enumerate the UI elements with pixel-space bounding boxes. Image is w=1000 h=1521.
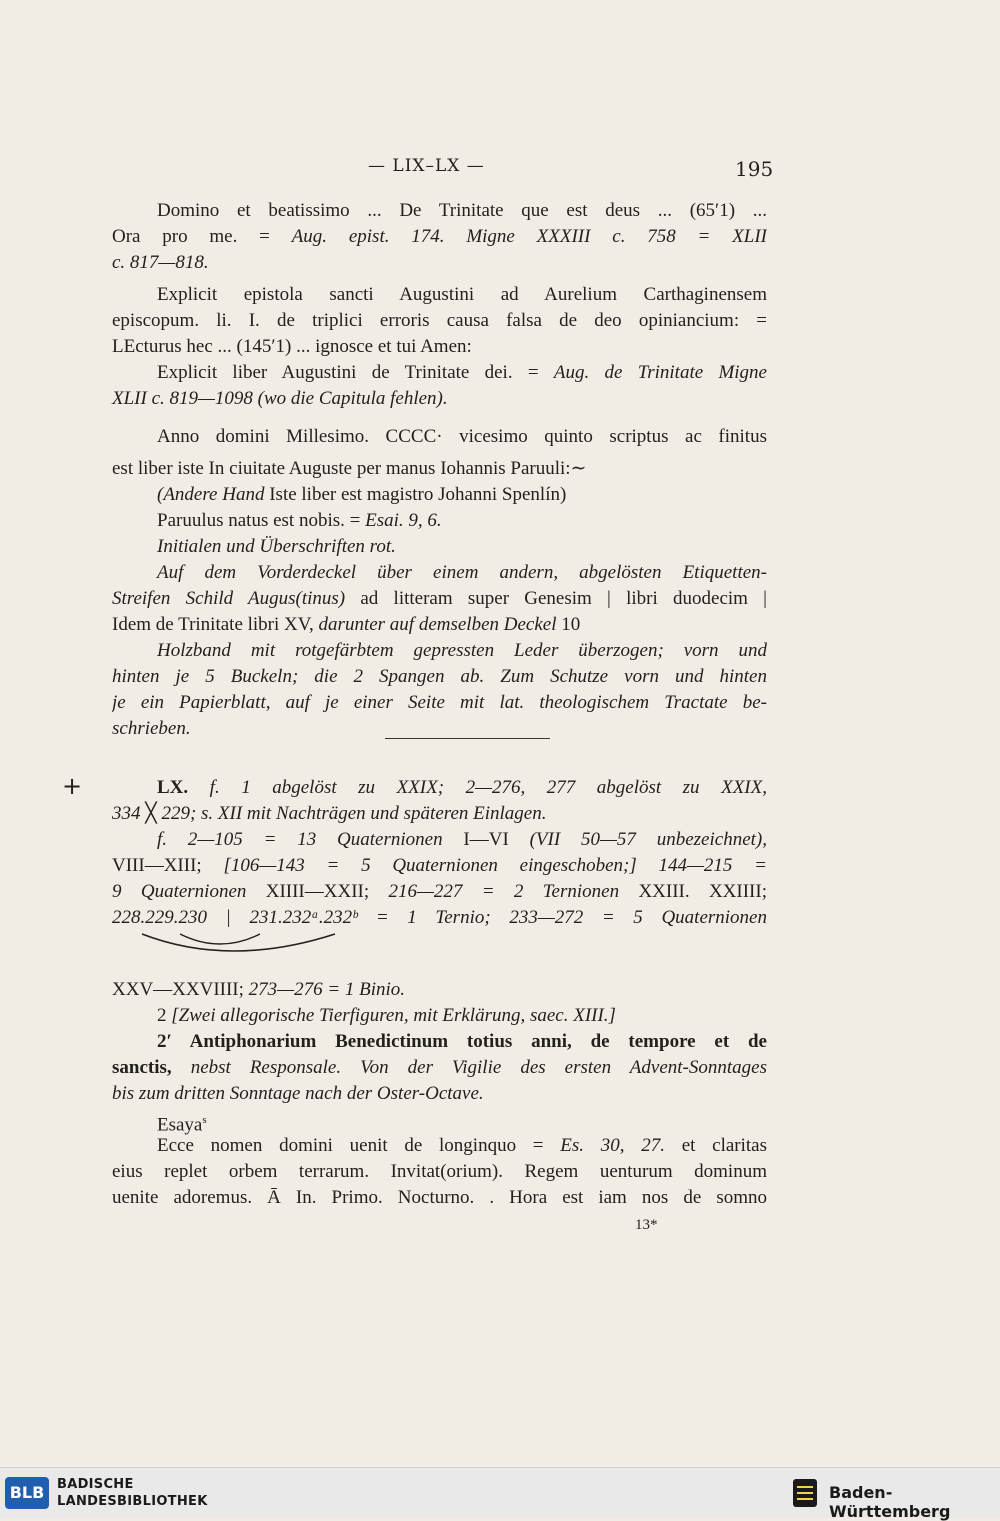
- text-line: 228.229.230 | 231.232ᵃ.232ᵇ = 1 Ternio; 233—272 = 5 Quaternionen: [112, 907, 767, 928]
- text-line: schrieben.: [112, 718, 191, 739]
- blb-logo-icon[interactable]: BLB: [5, 1477, 49, 1509]
- text-line: 334 ╳ 229; s. XII mit Nachträgen und späteren Einlagen.: [112, 803, 547, 824]
- section-divider: [385, 738, 550, 739]
- text-line: je ein Papierblatt, auf je einer Seite mit lat. theologischem Tractate be-: [112, 692, 767, 713]
- text-line: XLII c. 819—1098 (wo die Capitula fehlen).: [112, 388, 448, 409]
- text-line: Auf dem Vorderdeckel über einem andern, abgelösten Etiquetten-: [157, 562, 767, 583]
- footer-bar: [0, 1467, 1000, 1521]
- text-line: XXV—XXVIIII; 273—276 = 1 Binio.: [112, 979, 406, 1000]
- text-line: LX. f. 1 abgelöst zu XXIX; 2—276, 277 abgelöst zu XXIX,: [157, 777, 767, 798]
- text-line: sanctis, nebst Responsale. Von der Vigilie des ersten Advent-Sonntages: [112, 1057, 767, 1078]
- text-line: episcopum. li. I. de triplici erroris causa falsa de deo opiniancium: =: [112, 310, 767, 331]
- text-line: uenite adoremus. Ā In. Primo. Nocturno. . Hora est iam nos de somno: [112, 1187, 767, 1208]
- text-line: c. 817—818.: [112, 252, 209, 273]
- main-text: [112, 198, 767, 742]
- entry-lx-contents: [112, 977, 767, 1211]
- running-title: — LIX–LX —: [368, 156, 485, 176]
- text-line: Domino et beatissimo ... De Trinitate que est deus ... (65′1) ...: [157, 200, 767, 221]
- library-name-line1: BADISCHE: [57, 1477, 134, 1492]
- text-line: Idem de Trinitate libri XV, darunter auf demselben Deckel 10: [112, 614, 581, 635]
- text-line: Holzband mit rotgefärbtem gepressten Leder überzogen; vorn und: [157, 640, 767, 661]
- text-line: Explicit liber Augustini de Trinitate dei. = Aug. de Trinitate Migne: [157, 362, 767, 383]
- text-line: 2′ Antiphonarium Benedictinum totius anni, de tempore et de: [157, 1031, 767, 1052]
- text-line: LEcturus hec ... (145′1) ... ignosce et tui Amen:: [112, 336, 472, 357]
- text-line: bis zum dritten Sonntage nach der Oster-Octave.: [112, 1083, 484, 1104]
- text-line: est liber iste In ciuitate Auguste per manus Iohannis Paruuli:∼: [112, 458, 587, 479]
- text-line: Esaya$^s$: [157, 1114, 207, 1136]
- text-line: (Andere Hand Iste liber est magistro Johanni Spenlín): [157, 484, 567, 505]
- text-line: Anno domini Millesimo. CCCC· vicesimo quinto scriptus ac finitus: [157, 426, 767, 447]
- signature-mark: 13*: [635, 1217, 658, 1233]
- text-line: Paruulus natus est nobis. = Esai. 9, 6.: [157, 510, 442, 531]
- text-line: hinten je 5 Buckeln; die 2 Spangen ab. Zum Schutze vorn und hinten: [112, 666, 767, 687]
- state-coat-of-arms-icon: [792, 1478, 818, 1508]
- text-line: Initialen und Überschriften rot.: [157, 536, 396, 557]
- library-name[interactable]: [57, 1476, 208, 1510]
- text-line: Explicit epistola sancti Augustini ad Aurelium Carthaginensem: [157, 284, 767, 305]
- quire-bracket-icon: [140, 930, 340, 970]
- library-name-line2: LANDESBIBLIOTHEK: [57, 1494, 208, 1509]
- text-line: 2 [Zwei allegorische Tierfiguren, mit Erklärung, saec. XIII.]: [157, 1005, 616, 1026]
- entry-lx-text: [112, 775, 767, 931]
- text-line: VIII—XIII; [106—143 = 5 Quaternionen eingeschoben;] 144—215 =: [112, 855, 767, 876]
- text-line: 9 Quaternionen XIIII—XXII; 216—227 = 2 Ternionen XXIII. XXIIII;: [112, 881, 767, 902]
- text-line: Ora pro me. = Aug. epist. 174. Migne XXXIII c. 758 = XLII: [112, 226, 767, 247]
- text-line: Ecce nomen domini uenit de longinquo = Es. 30, 27. et claritas: [157, 1135, 767, 1156]
- text-line: Streifen Schild Augus(tinus) ad litteram super Genesim | libri duodecim |: [112, 588, 767, 609]
- text-line: f. 2—105 = 13 Quaternionen I—VI (VII 50—57 unbezeichnet),: [157, 829, 767, 850]
- state-name[interactable]: Baden-Württemberg: [829, 1483, 951, 1521]
- text-line: eius replet orbem terrarum. Invitat(orium). Regem uenturum dominum: [112, 1161, 767, 1182]
- page-number: 195: [735, 157, 774, 181]
- margin-plus-mark: +: [62, 772, 83, 800]
